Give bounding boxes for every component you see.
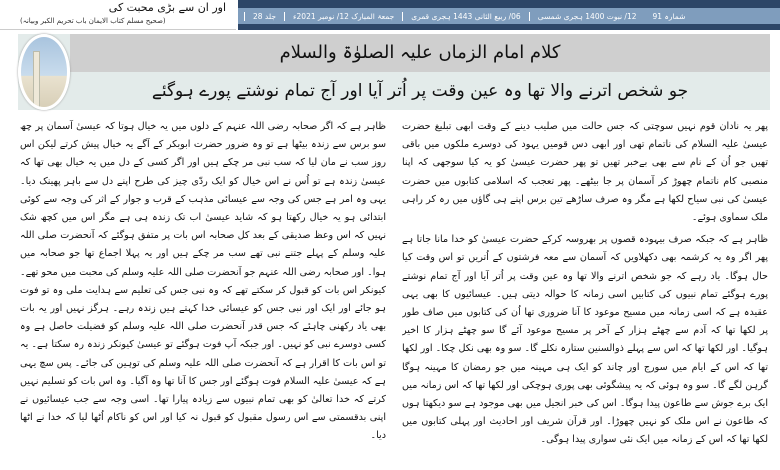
issue-info-bar (238, 8, 780, 24)
article-body (20, 118, 768, 470)
column-right (20, 118, 386, 470)
paragraph: ظاہر ہے کہ جبکہ صرف بیہودہ قصوں پر بھروسہ کرکے حضرت عیسیٰ کو خدا مانا جاتا ہے پھر اگر وہ یہ کرشمہ بھی دکھلاویں کہ آسمان سے معہ فرشتوں کے اُتریں تو اس وقت کیا حال ہوگا۔ یاد رہے کہ جو شخص اترنے والا تھا وہ عین وقت پر اُتر آیا اور آج تمام نوشتے پورے ہوگئے تمام نبیوں کی کتابیں اسی زمانہ کا حوالہ دیتی ہیں۔ عیسائیوں کا بھی یہی عقیدہ ہے کہ اسی زمانہ میں مسیح موعود کا آنا ضروری تھا اُن کی کتابوں میں صاف طور پر لکھا تھا کہ آدم سے چھٹے ہزار کے آخر پر مسیح موعود آئے گا سو چھٹے ہزار کا اخیر ہوگیا۔ اور لکھا تھا کہ اس سے پہلے ذوالسنین ستارہ نکلے گا۔ سو وہ بھی نکل چکا۔ اور لکھا تھا کہ اس کے ایام میں سورج اور چاند کو ایک ہی مہینہ میں جو رمضان کا مہینہ ہوگا گرہن لگے گا۔ سو وہ ہوئی کہ یہ پیشگوئی بھی پوری ہوچکی اور لکھا تھا کہ اس زمانہ میں ایک برے جوش سے طاعون پیدا ہوگا۔ اس کی خبر انجیل میں بھی موجود ہے سو دیکھتا ہوں کہ طاعون نے اس ملک کو نہیں چھوڑا۔ اور قرآن شریف اور احادیث اور پہلی کتابوں میں لکھا تھا کہ اس کے زمانہ میں ایک نئی سواری پیدا ہوگی۔ (402, 234, 768, 446)
paragraph: ظاہر ہے کہ اگر صحابہ رضی اللہ عنہم کے دلوں میں یہ خیال ہوتا کہ عیسیٰ آسمان پر چھ سو برس سے زندہ بیٹھا ہے تو وہ ضرور حضرت ابوبکر کے آگے یہ خیال پیش کرتے لیکن اس روز سب نے مان لیا کہ سب نبی مر چکے ہیں اور اگر کسی کے دل میں یہ خیال بھی تھا کہ عیسیٰ زندہ ہے تو اُس نے اس خیال کو ایک ردّی چیز کی طرح اپنے دل سے باہر پھینک دیا۔ یہی وہ امر ہے جس کی وجہ سے عیسائی مذہب کے قرب و جوار کے اثر کی وجہ سے کوئی ابتدائی ہو یہ خیال رکھتا ہو کہ شاید عیسیٰ اب تک زندہ ہی ہے مگر اس میں کچھ شک نہیں کہ اس وعظ صدیقی کے بعد کل صحابہ اس بات پر متفق ہوگئے کہ آنحضرت صلی اللہ علیہ وسلم کے پہلے جتنے نبی تھے سب مر چکے ہیں اور یہ پہلا اجماع تھا جو صحابہ میں ہوا۔ اور صحابہ رضی اللہ عنہم جو آنحضرت صلی اللہ علیہ وسلم کی محبت میں محو تھے۔ کیونکر اس بات کو قبول کر سکتے تھے کہ وہ نبی جس کی تعلیم سے ہدایت ملی وہ تو فوت ہو جائے اور ایک اور نبی جس کو عیسائی خدا کہتے ہیں زندہ رہے۔ ہرگز نہیں اور یہ بات بھی یاد رکھنی چاہئے کہ جس قدر آنحضرت صلی اللہ علیہ وسلم کو فضیلت حاصل ہے وہ کسی دوسرے نبی کو نہیں۔ اور جبکہ آپ فوت ہوگئے تو عیسیٰ کیونکر زندہ رہ سکتا ہے۔ یہ تو اس بات کا اقرار ہے کہ آنحضرت صلی اللہ علیہ وسلم کی توہین کی جائے۔ پس سچ یہی ہے کہ عیسیٰ علیہ السلام فوت ہوگئے اور جس کا آنا تھا وہ آگیا۔ وہ اس بات کو تسلیم نہیں کرتے کہ خدا تعالیٰ کو بھی تمام نبیوں سے زیادہ پیارا تھا۔ اسی وجہ سے جب عیسائیوں نے اپنی بدقسمتی سے اس رسول مقبول کو قبول نہ کیا اور اس کو ناکام اُٹھا لیا کہ خدا نے اٹھا دیا۔ (20, 121, 386, 442)
gregorian-date: جمعۃ المبارک 12/ نومبر 2021ء (284, 12, 402, 21)
hadith-text: اور ان سے بڑی محبت کی (108, 1, 226, 14)
hadith-citation: (صحیح مسلم کتاب الایمان باب تحریم الکبر وبیانہ) (20, 17, 166, 25)
article-headline: جو شخص اترنے والا تھا وہ عین وقت پر اُتر آیا اور آج تمام نوشتے پورے ہوگئے (151, 81, 689, 101)
minaret-icon (33, 51, 40, 107)
mosque-image (18, 34, 70, 110)
title-band (18, 34, 770, 110)
paragraph: پھر یہ نادان قوم نہیں سوچتی کہ جس حالت میں صلیب دینے کے وقت ابھی تبلیغ حضرت عیسیٰ علیہ السلام کی ناتمام تھی اور ابھی دس قومیں یہود کی دوسرے ملکوں میں باقی تھیں جو اُن کے نام سے بھی بےخبر تھیں تو پھر حضرت عیسیٰ کو یہ کیا سوجھی کہ اپنا منصبی کام ناتمام چھوڑ کر آسمان پر جا بیٹھے۔ پھر تعجب کہ اسلامی کتابوں میں حضرت عیسیٰ کی نبی سیاح لکھا ہے مگر وہ صرف ساڑھے تین برس اپنے ہی گاؤں میں رہ کر راہی ملک سماوی ہوئے۔ (402, 121, 768, 224)
column-left (402, 118, 768, 470)
solar-date: 12/ نبوت 1400 ہجری شمسی (529, 12, 645, 21)
hadith-box (0, 0, 236, 30)
volume: جلد 28 (244, 12, 284, 21)
section-title: کلام امام الزماں علیہ الصلوٰۃ والسلام (70, 34, 770, 72)
issue-number: شمارہ 91 (652, 11, 686, 21)
hijri-date: 06/ ربیع الثانی 1443 ہجری قمری (402, 12, 529, 21)
